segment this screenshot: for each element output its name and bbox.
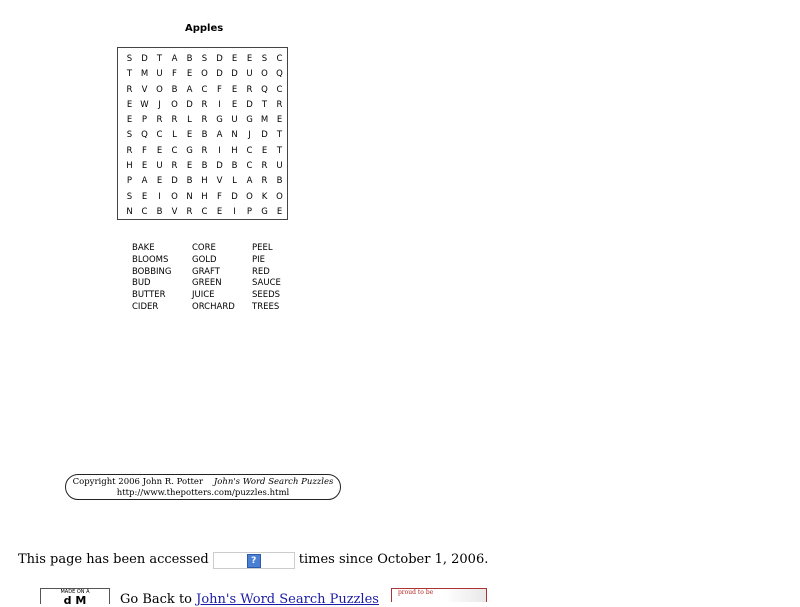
word-list-item: GREEN xyxy=(192,278,222,289)
grid-letter: P xyxy=(141,115,148,126)
copyright-url[interactable]: http://www.thepotters.com/puzzles.html xyxy=(116,487,290,498)
go-back-text xyxy=(120,592,379,607)
grid-row xyxy=(122,129,287,144)
grid-letter: A xyxy=(246,176,253,187)
grid-letter: L xyxy=(172,130,177,141)
grid-letter: O xyxy=(156,84,163,95)
grid-letter: B xyxy=(201,130,208,141)
word-list-item: GRAFT xyxy=(192,266,220,277)
grid-letter: J xyxy=(248,130,251,141)
grid-letter: A xyxy=(141,176,148,187)
word-list-item: BAKE xyxy=(132,243,155,253)
grid-letter: T xyxy=(156,54,163,64)
grid-letter: H xyxy=(231,145,238,156)
grid-letter: S xyxy=(261,54,268,64)
grid-letter: D xyxy=(186,99,193,110)
broken-image-icon: ? xyxy=(247,554,261,568)
grid-letter: S xyxy=(201,54,208,64)
word-list-item: PIE xyxy=(252,254,266,265)
grid-letter: T xyxy=(126,69,133,80)
grid-letter: E xyxy=(141,191,148,202)
go-back-prefix: Go Back to xyxy=(120,592,197,607)
word-search-grid xyxy=(117,47,288,220)
word-list-item: JUICE xyxy=(192,290,215,301)
grid-letter: D xyxy=(216,69,223,80)
word-list-item: ORCHARD xyxy=(192,301,235,312)
grid-letter: F xyxy=(217,191,222,202)
access-prefix: This page has been accessed xyxy=(18,552,209,567)
grid-letter: C xyxy=(246,161,253,172)
word-list-item: SAUCE xyxy=(252,278,281,289)
grid-letter: D xyxy=(261,130,268,141)
copyright-text: Copyright 2006 John R. Potter xyxy=(72,477,204,487)
word-list-item: BUTTER xyxy=(132,290,166,301)
word-list-item: CORE xyxy=(192,243,216,253)
word-list-item: BUD xyxy=(132,278,151,289)
grid-row xyxy=(122,191,287,206)
word-list-column xyxy=(132,243,192,314)
grid-letter: R xyxy=(261,176,268,187)
hit-counter[interactable] xyxy=(213,552,295,569)
grid-letter: F xyxy=(217,84,222,95)
grid-letter: F xyxy=(172,69,177,80)
grid-letter: G xyxy=(216,115,223,126)
word-search-puzzles-link[interactable]: John's Word Search Puzzles xyxy=(196,592,379,607)
puzzle-title: Apples xyxy=(185,23,224,34)
grid-letter: T xyxy=(276,130,283,141)
grid-letter: W xyxy=(140,99,149,110)
grid-letter: K xyxy=(261,191,268,202)
grid-letter: D xyxy=(246,99,253,110)
grid-letter: R xyxy=(201,99,208,110)
access-counter-line xyxy=(18,550,488,570)
grid-letter: C xyxy=(201,206,208,217)
grid-letter: M xyxy=(140,69,149,80)
word-list-item: BOBBING xyxy=(132,266,172,277)
grid-letter: E xyxy=(186,130,193,141)
grid-row xyxy=(122,84,287,99)
grid-letter: C xyxy=(201,84,208,95)
grid-letter: D xyxy=(141,54,148,64)
grid-letter: U xyxy=(156,161,163,172)
grid-letter: E xyxy=(246,54,253,64)
grid-letter: J xyxy=(158,99,161,110)
grid-letter: T xyxy=(276,145,283,156)
grid-letter: A xyxy=(216,130,223,141)
grid-letter: R xyxy=(126,145,133,156)
grid-letter: A xyxy=(171,54,178,64)
grid-letter: E xyxy=(186,161,193,172)
access-suffix: times since October 1, 2006. xyxy=(298,552,489,567)
grid-letter: P xyxy=(246,206,253,217)
grid-letter: L xyxy=(232,176,237,187)
word-list-item: SEEDS xyxy=(252,290,281,301)
grid-letter: P xyxy=(126,176,133,187)
grid-letter: E xyxy=(276,115,283,126)
grid-letter: E xyxy=(126,99,133,110)
grid-letter: R xyxy=(246,84,253,95)
grid-letter: D xyxy=(171,176,178,187)
grid-letter: E xyxy=(261,145,268,156)
grid-letter: O xyxy=(171,191,178,202)
grid-letter: U xyxy=(246,69,253,80)
grid-letter: V xyxy=(171,206,178,217)
grid-letter: I xyxy=(233,206,236,217)
grid-letter: R xyxy=(171,161,178,172)
grid-letter: E xyxy=(156,176,163,187)
grid-letter: E xyxy=(126,115,133,126)
word-list xyxy=(132,243,312,314)
grid-letter: S xyxy=(126,130,133,141)
mac-badge-logo-text: d M xyxy=(63,594,87,607)
grid-letter: U xyxy=(156,69,163,80)
grid-letter: B xyxy=(231,161,238,172)
grid-letter: C xyxy=(171,145,178,156)
grid-letter: E xyxy=(231,84,238,95)
grid-letter: C xyxy=(276,84,283,95)
grid-letter: E xyxy=(276,206,283,217)
grid-letter: L xyxy=(187,115,192,126)
grid-row xyxy=(122,160,287,175)
word-list-item: GOLD xyxy=(192,254,217,265)
grid-letter: R xyxy=(156,115,163,126)
word-list-item: RED xyxy=(252,266,270,277)
grid-letter: H xyxy=(201,191,208,202)
grid-letter: H xyxy=(201,176,208,187)
grid-letter: R xyxy=(276,99,283,110)
grid-letter: R xyxy=(261,161,268,172)
grid-letter: B xyxy=(171,84,178,95)
grid-letter: R xyxy=(186,206,193,217)
grid-row xyxy=(122,114,287,129)
grid-letter: N xyxy=(186,191,193,202)
grid-row xyxy=(122,53,287,68)
grid-letter: U xyxy=(276,161,283,172)
grid-letter: E xyxy=(216,206,223,217)
grid-letter: S xyxy=(126,191,133,202)
grid-letter: A xyxy=(186,84,193,95)
mac-badge-small-text: MADE ON A xyxy=(60,589,90,595)
grid-letter: Q xyxy=(141,130,148,141)
grid-letter: F xyxy=(142,145,147,156)
grid-letter: R xyxy=(171,115,178,126)
grid-letter: O xyxy=(276,191,283,202)
grid-row xyxy=(122,68,287,83)
grid-letter: R xyxy=(126,84,133,95)
grid-letter: G xyxy=(186,145,193,156)
grid-letter: B xyxy=(156,206,163,217)
grid-row xyxy=(122,175,287,190)
grid-letter: E xyxy=(231,99,238,110)
copyright-box xyxy=(65,474,341,500)
grid-letter: E xyxy=(231,54,238,64)
word-list-item: CIDER xyxy=(132,301,159,312)
grid-letter: I xyxy=(218,145,221,156)
footer-row xyxy=(40,588,487,607)
grid-letter: N xyxy=(231,130,238,141)
grid-letter: O xyxy=(261,69,268,80)
grid-letter: E xyxy=(186,69,193,80)
grid-row xyxy=(122,145,287,160)
grid-letter: M xyxy=(260,115,269,126)
grid-letter: V xyxy=(141,84,148,95)
made-on-mac-badge[interactable] xyxy=(40,588,110,607)
grid-letter: Q xyxy=(276,69,283,80)
grid-letter: R xyxy=(201,145,208,156)
grid-letter: R xyxy=(201,115,208,126)
grid-letter: O xyxy=(201,69,208,80)
grid-letter: C xyxy=(156,130,163,141)
grid-letter: B xyxy=(201,161,208,172)
copyright-site-name: John's Word Search Puzzles xyxy=(213,477,334,487)
grid-letter: E xyxy=(156,145,163,156)
grid-letter: I xyxy=(158,191,161,202)
grid-letter: B xyxy=(186,176,193,187)
grid-letter: C xyxy=(276,54,283,64)
grid-letter: Q xyxy=(261,84,268,95)
grid-row xyxy=(122,99,287,114)
grid-letter: T xyxy=(261,99,268,110)
word-list-item: BLOOMS xyxy=(132,254,169,265)
grid-letter: D xyxy=(231,191,238,202)
grid-letter: G xyxy=(246,115,253,126)
grid-letter: H xyxy=(126,161,133,172)
grid-letter: V xyxy=(216,176,223,187)
grid-letter: E xyxy=(141,161,148,172)
word-list-item: PEEL xyxy=(252,243,273,253)
grid-letter: D xyxy=(231,69,238,80)
grid-letter: I xyxy=(218,99,221,110)
word-list-column xyxy=(252,243,312,314)
grid-letter: C xyxy=(246,145,253,156)
grid-letter: O xyxy=(246,191,253,202)
grid-row xyxy=(122,206,287,221)
proud-badge[interactable]: proud to be xyxy=(391,588,487,602)
grid-letter: N xyxy=(126,206,133,217)
grid-letter: B xyxy=(276,176,283,187)
grid-letter: B xyxy=(186,54,193,64)
grid-letter: S xyxy=(126,54,133,64)
grid-letter: G xyxy=(261,206,268,217)
grid-letter: D xyxy=(216,161,223,172)
grid-letter: O xyxy=(171,99,178,110)
word-list-item: TREES xyxy=(252,301,280,312)
word-list-column xyxy=(192,243,252,314)
grid-letter: C xyxy=(141,206,148,217)
grid-letter: D xyxy=(216,54,223,64)
grid-letter: U xyxy=(231,115,238,126)
